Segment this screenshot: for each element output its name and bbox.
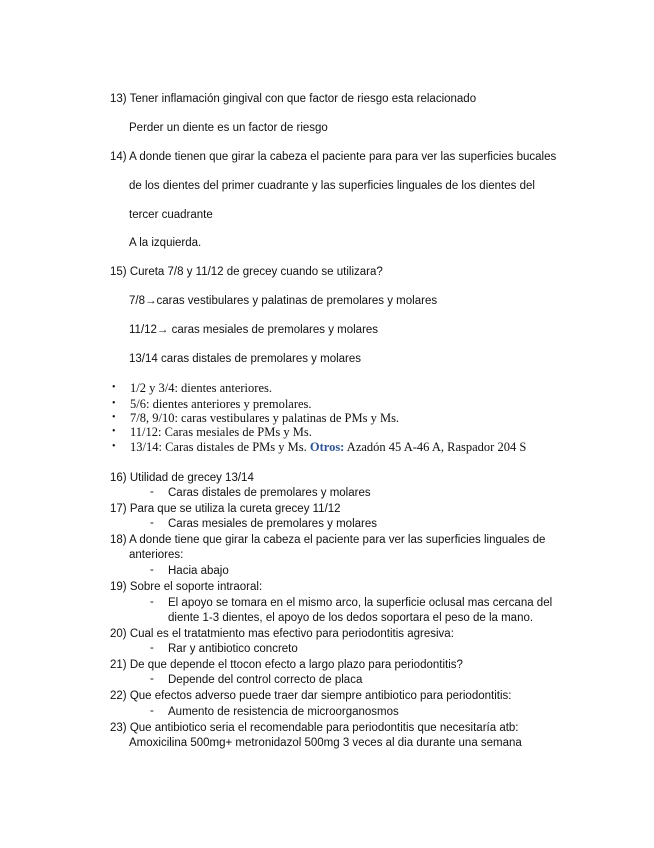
question-18-line-1: 18) A donde tiene que girar la cabeza el paciente para ver las superficies linguales de <box>110 534 546 546</box>
answer-23: Amoxicilina 500mg+ metronidazol 500mg 3 veces al dia durante una semana <box>129 737 522 749</box>
answer-13: Perder un diente es un factor de riesgo <box>129 122 328 134</box>
answer-15-line-1: 7/8→caras vestibulares y palatinas de premolares y molares <box>129 295 438 307</box>
answer-21: Depende del control correcto de placa <box>168 674 363 686</box>
question-23-line-1: 23) Que antibiotico seria el recomendable para periodontitis que necesitaría atb: <box>110 722 519 734</box>
question-14-line-3: tercer cuadrante <box>129 209 213 221</box>
question-21: 21) De que depende el ttocon efecto a largo plazo para periodontitis? <box>110 659 463 671</box>
answer-18: Hacia abajo <box>168 565 229 577</box>
dash-marker: - <box>150 673 154 685</box>
answer-19-line-2: diente 1-3 dientes, el apoyo de los dedos soportara el peso de la mano. <box>168 612 534 624</box>
bullet-icon: • <box>112 382 116 393</box>
question-17: 17) Para que se utiliza la cureta grecey 11/12 <box>110 503 341 515</box>
answer-15-line-2: 11/12→ caras mesiales de premolares y molares <box>129 324 379 336</box>
answer-22: Aumento de resistencia de microorganosmos <box>168 706 399 718</box>
question-22: 22) Que efectos adverso puede traer dar siempre antibiotico para periodontitis: <box>110 690 512 702</box>
bullet-item <box>130 440 526 454</box>
bullet-icon: • <box>112 398 116 409</box>
dash-marker: - <box>150 564 154 576</box>
answer-16: Caras distales de premolares y molares <box>168 487 371 499</box>
answer-20: Rar y antibiotico concreto <box>168 643 298 655</box>
answer-17: Caras mesiales de premolares y molares <box>168 518 377 530</box>
question-16: 16) Utilidad de grecey 13/14 <box>110 472 254 484</box>
otros-label: Otros: <box>309 440 345 454</box>
question-19: 19) Sobre el soporte intraoral: <box>110 581 263 593</box>
dash-marker: - <box>150 642 154 654</box>
dash-marker: - <box>150 517 154 529</box>
answer-14: A la izquierda. <box>129 237 202 249</box>
dash-marker: - <box>150 486 154 498</box>
question-14-line-1: 14) A donde tienen que girar la cabeza el paciente para para ver las superficies bucales <box>110 151 557 163</box>
bullet-item-text: 13/14: Caras distales de PMs y Ms. <box>130 440 310 454</box>
question-18-line-2: anteriores: <box>129 549 184 561</box>
bullet-icon: • <box>112 441 116 452</box>
bullet-item: 11/12: Caras mesiales de PMs y Ms. <box>130 425 312 439</box>
bullet-icon: • <box>112 412 116 423</box>
question-20: 20) Cual es el tratatmiento mas efectivo para periodontitis agresiva: <box>110 628 454 640</box>
dash-marker: - <box>150 596 154 608</box>
question-13: 13) Tener inflamación gingival con que factor de riesgo esta relacionado <box>110 93 477 105</box>
dash-marker: - <box>150 705 154 717</box>
bullet-item: 7/8, 9/10: caras vestibulares y palatinas de PMs y Ms. <box>130 411 400 425</box>
question-14-line-2: de los dientes del primer cuadrante y las superficies linguales de los dientes del <box>129 180 535 192</box>
answer-15-line-3: 13/14 caras distales de premolares y molares <box>129 353 362 365</box>
bullet-item: 5/6: dientes anteriores y premolares. <box>130 397 312 411</box>
otros-text: Azadón 45 A-46 A, Raspador 204 S <box>344 440 527 454</box>
bullet-icon: • <box>112 426 116 437</box>
question-15: 15) Cureta 7/8 y 11/12 de grecey cuando se utilizara? <box>110 266 383 278</box>
bullet-item: 1/2 y 3/4: dientes anteriores. <box>130 381 272 395</box>
answer-19-line-1: El apoyo se tomara en el mismo arco, la superficie oclusal mas cercana del <box>168 597 553 609</box>
